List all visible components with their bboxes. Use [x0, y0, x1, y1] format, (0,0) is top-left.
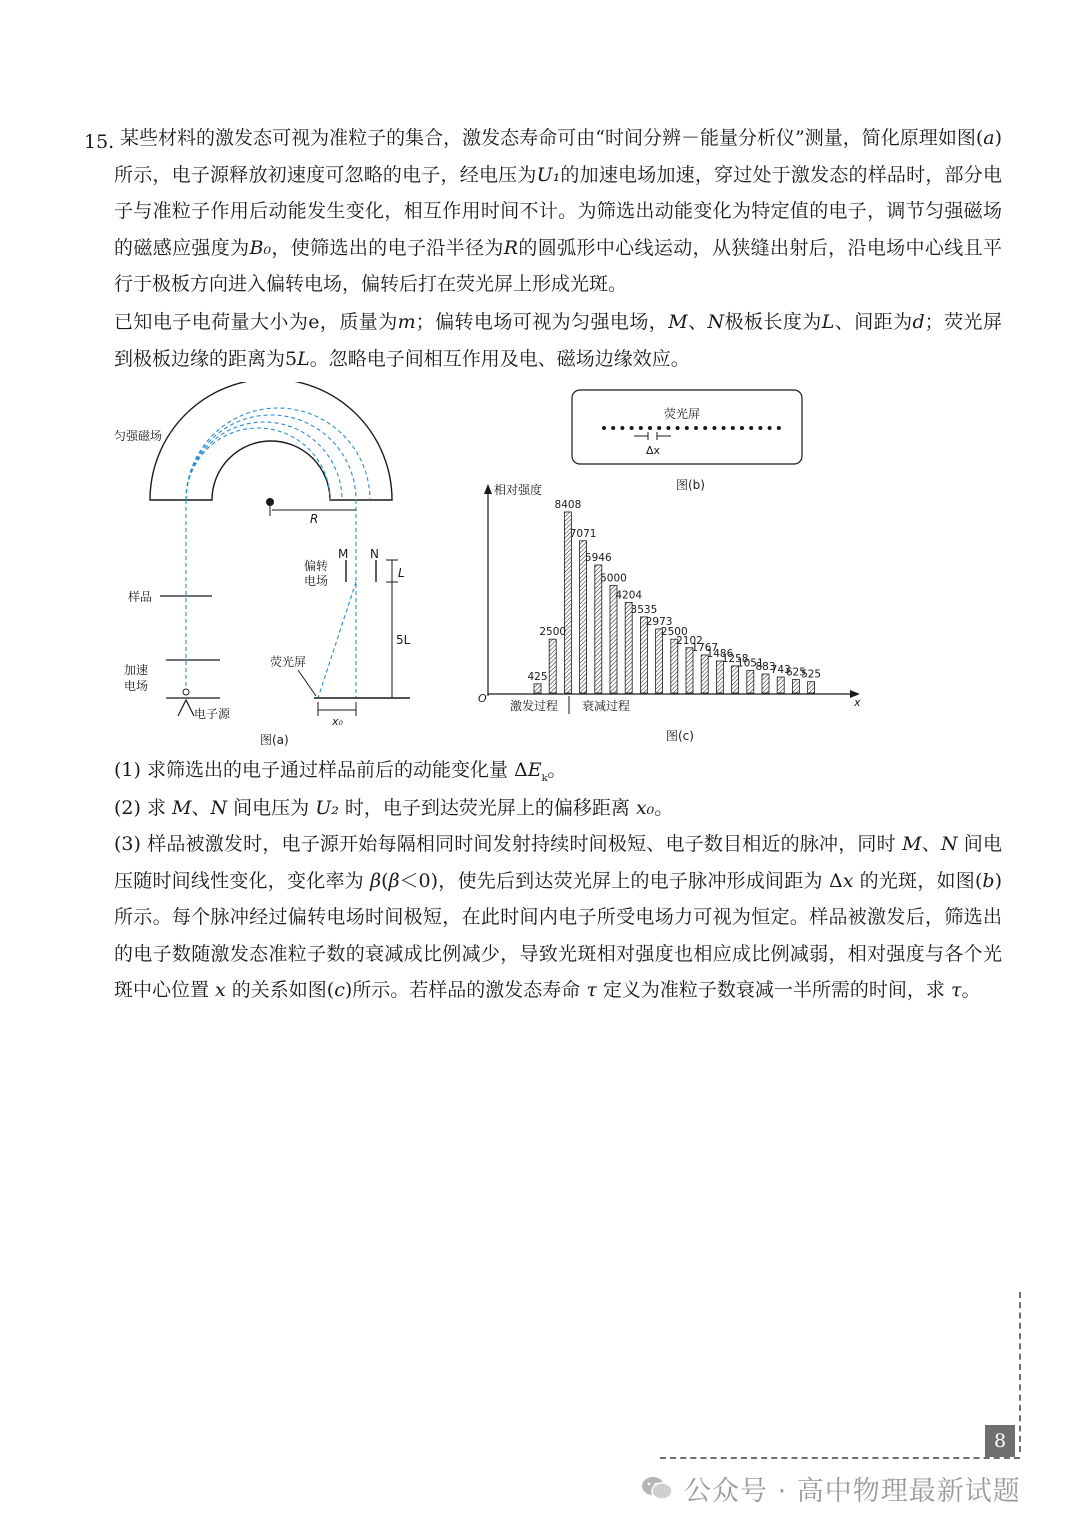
chart-bar	[777, 677, 784, 693]
spot-dot	[722, 426, 726, 430]
page-number: 8	[985, 1425, 1015, 1457]
bar-value-label: 1258	[721, 652, 749, 665]
source-label: 电子源	[194, 707, 231, 721]
electron-path-outer	[186, 415, 356, 500]
chart-bar	[747, 670, 754, 693]
sub-question-2: (2) 求 M、N 间电压为 U₂ 时，电子到达荧光屏上的偏移距离 x₀。	[114, 797, 674, 819]
bar-value-label: 883	[755, 660, 776, 673]
deflect-label-1: 偏转	[304, 559, 329, 573]
sample-label: 样品	[128, 590, 153, 604]
electron-path-2	[186, 428, 330, 500]
origin-label: O	[478, 692, 487, 705]
spot-dot	[703, 426, 707, 430]
electron-source-symbol	[178, 700, 194, 716]
bar-value-label: 1767	[691, 641, 719, 654]
region-excite-label: 激发过程	[510, 699, 559, 713]
spot-dot	[777, 426, 781, 430]
radius-label: R	[310, 512, 319, 526]
bar-value-label: 5946	[584, 551, 612, 564]
spot-dot	[666, 426, 670, 430]
wechat-icon	[640, 1474, 674, 1502]
watermark	[640, 1468, 1021, 1508]
screen-label: 荧光屏	[270, 655, 307, 669]
chart-bar	[792, 680, 799, 693]
sub-question-1: (1) 求筛选出的电子通过样品前后的动能变化量 $\Delta E_{_k}$。	[114, 759, 567, 785]
spot-dot	[639, 426, 643, 430]
chart-bar	[640, 617, 647, 693]
magnet-label: 匀强磁场	[114, 429, 163, 443]
chart-bar	[732, 666, 739, 693]
chart-bar	[671, 639, 678, 693]
figure-a	[114, 382, 411, 747]
bar-value-label: 2500	[539, 626, 567, 639]
x-axis-label: x	[854, 696, 861, 709]
spot-dot	[694, 426, 698, 430]
bar-value-label: 1486	[706, 648, 734, 661]
bar-value-label: 2500	[660, 626, 688, 639]
screen-pointer	[298, 670, 316, 696]
plate-M-label: M	[338, 547, 349, 561]
chart-bar	[686, 648, 693, 693]
deflected-beam	[318, 582, 356, 698]
bar-value-label: 525	[801, 668, 822, 681]
spot-dot	[630, 426, 634, 430]
deflect-label-2: 电场	[304, 574, 329, 588]
bar-value-label: 425	[527, 670, 548, 683]
spot-dot	[620, 426, 624, 430]
bar-value-label: 743	[770, 664, 791, 677]
chart-bar	[762, 674, 769, 693]
bar-value-label: 2102	[676, 634, 703, 647]
figure-c	[478, 482, 861, 743]
L-label: L	[398, 566, 405, 580]
chart-bar	[701, 655, 708, 693]
magnet-arc	[150, 382, 392, 500]
accel-label-1: 加速	[124, 663, 149, 677]
spot-dot	[712, 426, 716, 430]
bar-value-label: 1051	[736, 657, 764, 670]
bar-value-label: 2973	[645, 615, 673, 628]
plate-N-label: N	[370, 547, 379, 561]
page-corner-dashed-vertical	[1019, 1292, 1021, 1452]
spot-dot	[648, 426, 652, 430]
spot-dot	[758, 426, 762, 430]
chart-bar	[610, 585, 617, 693]
question-given: 已知电子电荷量大小为e，质量为m；偏转电场可视为匀强电场，M、N极板长度为L、间距为d；荧光屏到极板边缘的距离为5L。忽略电子间相互作用及电、磁场边缘效应。	[114, 311, 1002, 370]
bar-value-label: 3535	[630, 603, 658, 616]
spot-dot	[611, 426, 615, 430]
region-decay-label: 衰减过程	[582, 699, 631, 713]
spot-dot	[768, 426, 772, 430]
watermark-text: 公众号 · 高中物理最新试题	[684, 1475, 1021, 1507]
question-intro: 某些材料的激发态可视为准粒子的集合，激发态寿命可由“时间分辨－能量分析仪”测量，简化原理如图(a)所示，电子源释放初速度可忽略的电子，经电压为U₁的加速电场加速，穿过处于激发态的样品时，部分电子与准粒子作用后动能发生变化，相互作用时间不计。为筛选出动能变化为特定值的电子，调节匀强磁场的磁感应强度为B₀，使筛选出的电子沿半径为R的圆弧形中心线运动，从狭缝出射后，沿电场中心线且平行于极板方向进入偏转电场，偏转后打在荧光屏上形成光斑。	[114, 127, 1002, 295]
spot-dot	[749, 426, 753, 430]
bar-value-label: 625	[785, 666, 806, 679]
dx-label: Δx	[646, 444, 661, 457]
spot-dot	[740, 426, 744, 430]
accel-label-2: 电场	[124, 679, 149, 693]
figure-a-caption: 图(a)	[260, 733, 289, 747]
figures	[114, 382, 874, 750]
bar-value-label: 4204	[615, 589, 643, 602]
spot-dot	[676, 426, 680, 430]
figure-b	[572, 390, 802, 492]
chart-bar	[534, 684, 541, 693]
question-number: 15.	[84, 131, 115, 153]
bar-value-label: 5000	[600, 572, 627, 585]
chart-bar	[656, 629, 663, 693]
figure-b-screen-label: 荧光屏	[664, 407, 701, 421]
page-corner-dashed-horizontal	[660, 1457, 1020, 1459]
y-axis-label: 相对强度	[494, 483, 543, 497]
bar-value-label: 7071	[569, 527, 597, 540]
x0-label: x₀	[332, 715, 343, 728]
figure-b-caption: 图(b)	[676, 478, 705, 492]
chart-bar	[716, 661, 723, 693]
spot-row	[602, 426, 781, 430]
figure-c-caption: 图(c)	[666, 729, 694, 743]
fiveL-label: 5L	[396, 633, 411, 647]
chart-bar	[549, 639, 556, 693]
chart-bar	[808, 682, 815, 693]
spot-dot	[657, 426, 661, 430]
chart-bar	[625, 603, 632, 694]
spot-dot	[685, 426, 689, 430]
spot-dot	[602, 426, 606, 430]
sub-question-3: (3) 样品被激发时，电子源开始每隔相同时间发射持续时间极短、电子数目相近的脉冲，同时 M、N 间电压随时间线性变化，变化率为 β(β＜0)，使先后到达荧光屏上的电子脉冲形成间距为 Δx 的光斑，如图(b)所示。每个脉冲经过偏转电场时间极短，在此时间内电子所受电场力可视为恒定。样品被激发后，筛选出的电子数随激发态准粒子数的衰减成比例减少，导致光斑相对强度也相应成比例减弱，相对强度与各个光斑中心位置 x 的关系如图(c)所示。若样品的激发态寿命 τ 定义为准粒子数衰减一半所需的时间，求 τ。	[114, 833, 1003, 1001]
bar-value-label: 8408	[554, 499, 582, 511]
electron-source-dot	[183, 689, 189, 695]
spot-dot	[731, 426, 735, 430]
